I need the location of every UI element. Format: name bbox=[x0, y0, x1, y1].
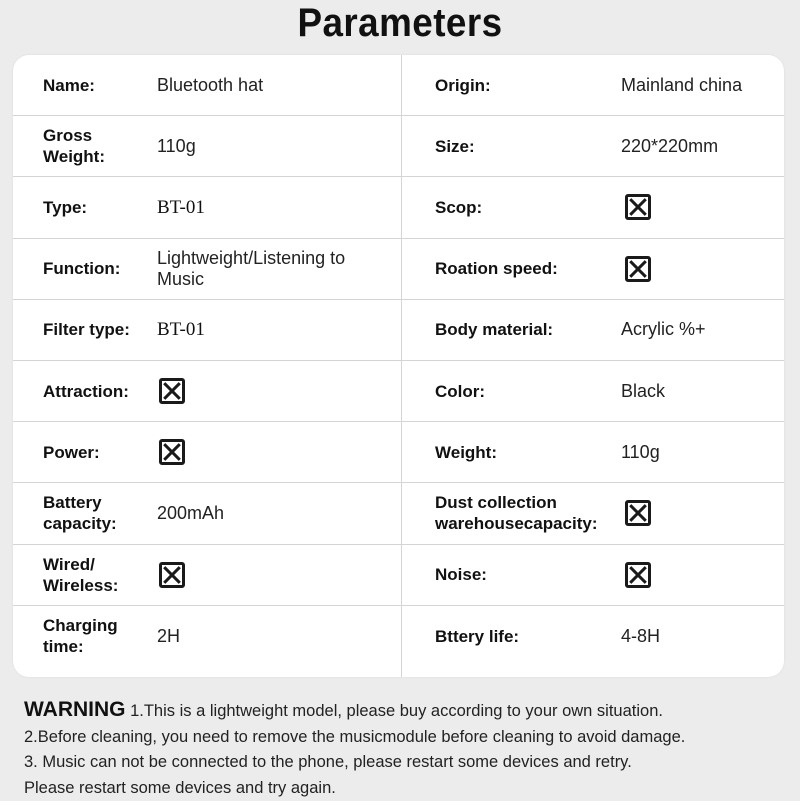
right-value-8-icon-wrap bbox=[621, 545, 775, 605]
table-row bbox=[13, 361, 784, 422]
right-value-7-icon-wrap bbox=[621, 483, 775, 543]
right-label-6: Weight: bbox=[435, 422, 625, 482]
right-value-3-icon-wrap bbox=[621, 239, 775, 299]
right-label-0: Origin: bbox=[435, 55, 625, 115]
warning-line-2: 2.Before cleaning, you need to remove the musicmodule before cleaning to avoid damage. bbox=[24, 725, 794, 751]
right-label-9: Bttery life: bbox=[435, 606, 625, 667]
warning-section bbox=[24, 697, 794, 801]
x-box-icon bbox=[625, 562, 651, 588]
right-value-2-icon-wrap bbox=[621, 177, 775, 237]
parameters-table bbox=[13, 55, 784, 677]
left-value-9: 2H bbox=[157, 606, 387, 667]
left-value-4: BT-01 bbox=[157, 300, 387, 360]
warning-text-1: 1.This is a lightweight model, please buy according to your own situation. bbox=[130, 702, 663, 720]
table-row bbox=[13, 55, 784, 116]
right-value-6: 110g bbox=[621, 422, 771, 482]
warning-line-3: 3. Music can not be connected to the phone, please restart some devices and retry. bbox=[24, 750, 794, 776]
table-row bbox=[13, 606, 784, 667]
left-value-6-icon-wrap bbox=[157, 422, 389, 482]
left-label-9: Charging time: bbox=[43, 606, 158, 667]
table-row bbox=[13, 483, 784, 544]
left-label-2: Type: bbox=[43, 177, 158, 237]
right-value-5: Black bbox=[621, 361, 771, 421]
x-box-icon bbox=[159, 562, 185, 588]
left-value-1: 110g bbox=[157, 116, 387, 176]
right-label-4: Body material: bbox=[435, 300, 625, 360]
left-label-6: Power: bbox=[43, 422, 158, 482]
x-box-icon bbox=[159, 378, 185, 404]
table-row bbox=[13, 116, 784, 177]
right-label-7: Dust collection warehousecapacity: bbox=[435, 483, 625, 543]
left-label-3: Function: bbox=[43, 239, 158, 299]
table-row bbox=[13, 177, 784, 238]
warning-heading: WARNING bbox=[24, 698, 126, 721]
left-value-5-icon-wrap bbox=[157, 361, 389, 421]
warning-line-4: Please restart some devices and try again. bbox=[24, 776, 794, 801]
left-value-8-icon-wrap bbox=[157, 545, 389, 605]
left-label-4: Filter type: bbox=[43, 300, 158, 360]
left-label-7: Battery capacity: bbox=[43, 483, 158, 543]
x-box-icon bbox=[159, 439, 185, 465]
x-box-icon bbox=[625, 256, 651, 282]
table-row bbox=[13, 239, 784, 300]
table-row bbox=[13, 422, 784, 483]
left-label-0: Name: bbox=[43, 55, 158, 115]
x-box-icon bbox=[625, 194, 651, 220]
warning-line-1 bbox=[24, 697, 794, 725]
page-title: Parameters bbox=[32, 0, 768, 50]
right-value-4: Acrylic %+ bbox=[621, 300, 771, 360]
left-label-8: Wired/ Wireless: bbox=[43, 545, 158, 605]
table-row bbox=[13, 300, 784, 361]
right-label-8: Noise: bbox=[435, 545, 625, 605]
table-row bbox=[13, 545, 784, 606]
left-label-5: Attraction: bbox=[43, 361, 158, 421]
right-value-1: 220*220mm bbox=[621, 116, 771, 176]
left-value-2: BT-01 bbox=[157, 177, 387, 237]
right-value-9: 4-8H bbox=[621, 606, 771, 667]
right-label-1: Size: bbox=[435, 116, 625, 176]
left-value-7: 200mAh bbox=[157, 483, 387, 543]
x-box-icon bbox=[625, 500, 651, 526]
left-value-0: Bluetooth hat bbox=[157, 55, 387, 115]
left-value-3: Lightweight/Listening to Music bbox=[157, 239, 387, 299]
right-label-2: Scop: bbox=[435, 177, 625, 237]
right-value-0: Mainland china bbox=[621, 55, 771, 115]
right-label-5: Color: bbox=[435, 361, 625, 421]
right-label-3: Roation speed: bbox=[435, 239, 625, 299]
left-label-1: Gross Weight: bbox=[43, 116, 158, 176]
